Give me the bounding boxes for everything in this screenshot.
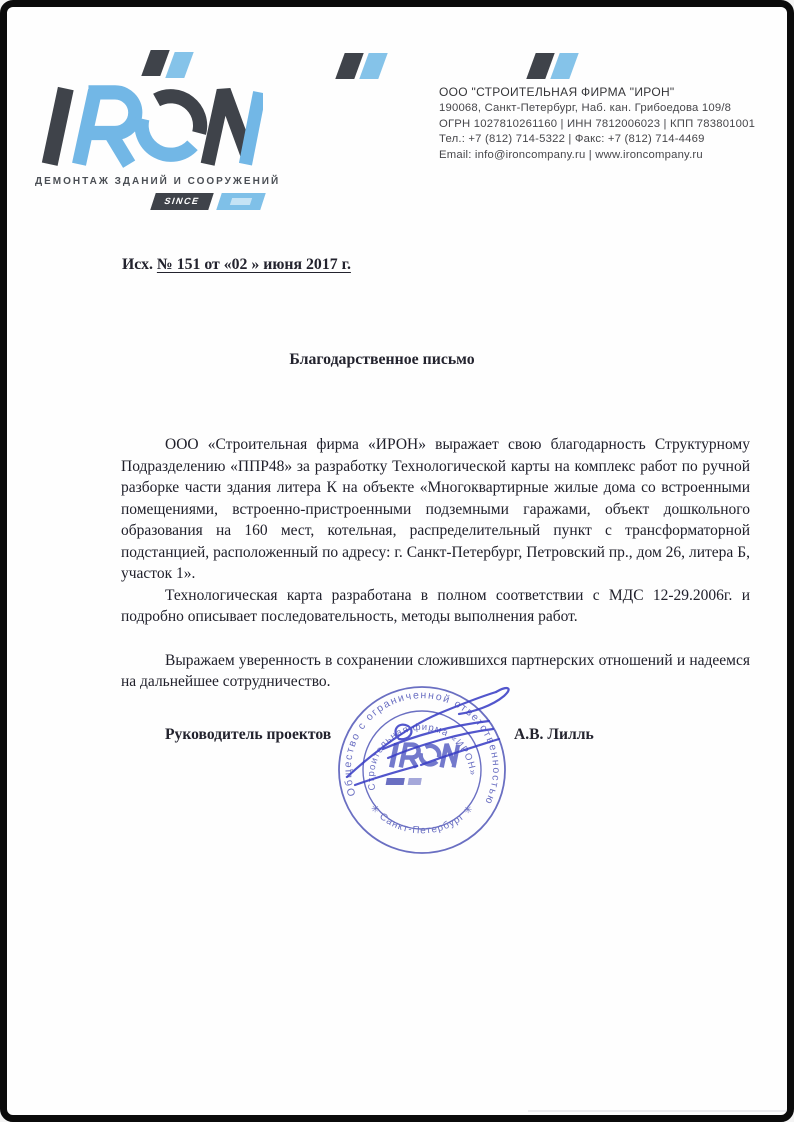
company-address: 190068, Санкт-Петербург, Наб. кан. Грибоедова 109/8 <box>439 102 732 114</box>
company-email-web: Email: info@ironcompany.ru | www.ironcompany.ru <box>439 148 703 161</box>
decor-chip-blue-3 <box>550 53 578 79</box>
stamp-middle-text: Строительная фирма «ИРОН» <box>365 721 479 792</box>
paragraph-3: Выражаем уверенность в сохранении сложившихся партнерских отношений и надеемся на дальнейшее сотрудничество. <box>121 651 750 690</box>
company-contacts: Тел.: +7 (812) 714-5322 | Факс: +7 (812) 714-4469 <box>439 133 705 146</box>
since-badge: SINCE <box>150 193 214 210</box>
stamp-since-chips <box>386 778 422 785</box>
paragraph-1: ООО «Строительная фирма «ИРОН» выражает свою благодарность Структурному Подразделению «ППР48» за разработку Технологической карты на комплекс работ по ручной разборке части здания литера К на объекте «Многоквартирные жилые дома со встроенными помещениями, встроенно-пристроенными подземными гаражами, объект дошкольного образования на 160 мест, котельная, распределительный пункт с трансформаторной подстанцией, расположенный по адресу: г. Санкт-Петербург, Петровский пр., дом 26, литера Б, участок 1». <box>121 436 750 582</box>
letter-title: Благодарственное письмо <box>289 351 475 368</box>
svg-text:✳ Санкт-Петербург ✳ <box>368 803 477 837</box>
company-registration: ОГРН 1027810261160 | ИНН 7812006023 | КПП 783801001 <box>439 117 756 130</box>
signer-role: Руководитель проектов <box>165 726 332 743</box>
since-year-badge <box>216 193 266 210</box>
reference-line <box>122 256 351 274</box>
decor-chip-blue-2 <box>359 53 387 79</box>
signer-name: А.В. Лилль <box>514 726 594 743</box>
company-info <box>439 84 755 163</box>
reference-prefix: Исх. <box>122 256 157 273</box>
letter-body <box>121 434 750 693</box>
brand-tagline: ДЕМОНТАЖ ЗДАНИЙ И СООРУЖЕНИЙ <box>35 176 281 187</box>
decor-chip-blue-1 <box>165 52 193 78</box>
stamp-bottom-text: ✳ Санкт-Петербург ✳ <box>367 802 477 837</box>
reference-number: № 151 от «02 » июня 2017 г. <box>156 256 351 273</box>
decor-chip-dark-1 <box>141 50 169 76</box>
scan-artifact-line <box>528 1110 790 1112</box>
company-name: ООО "СТРОИТЕЛЬНАЯ ФИРМА "ИРОН" <box>439 85 675 99</box>
paragraph-2: Технологическая карта разработана в полном соответствии с МДС 12-29.2006г. и подробно описывает последовательность, методы выполнения работ. <box>121 586 750 625</box>
logo-block <box>35 81 281 213</box>
company-stamp <box>325 675 527 867</box>
stamp-outer-text: Общество с ограниченной ответственностью <box>341 689 503 808</box>
since-badges <box>35 191 267 213</box>
iron-logo-icon <box>35 81 263 168</box>
